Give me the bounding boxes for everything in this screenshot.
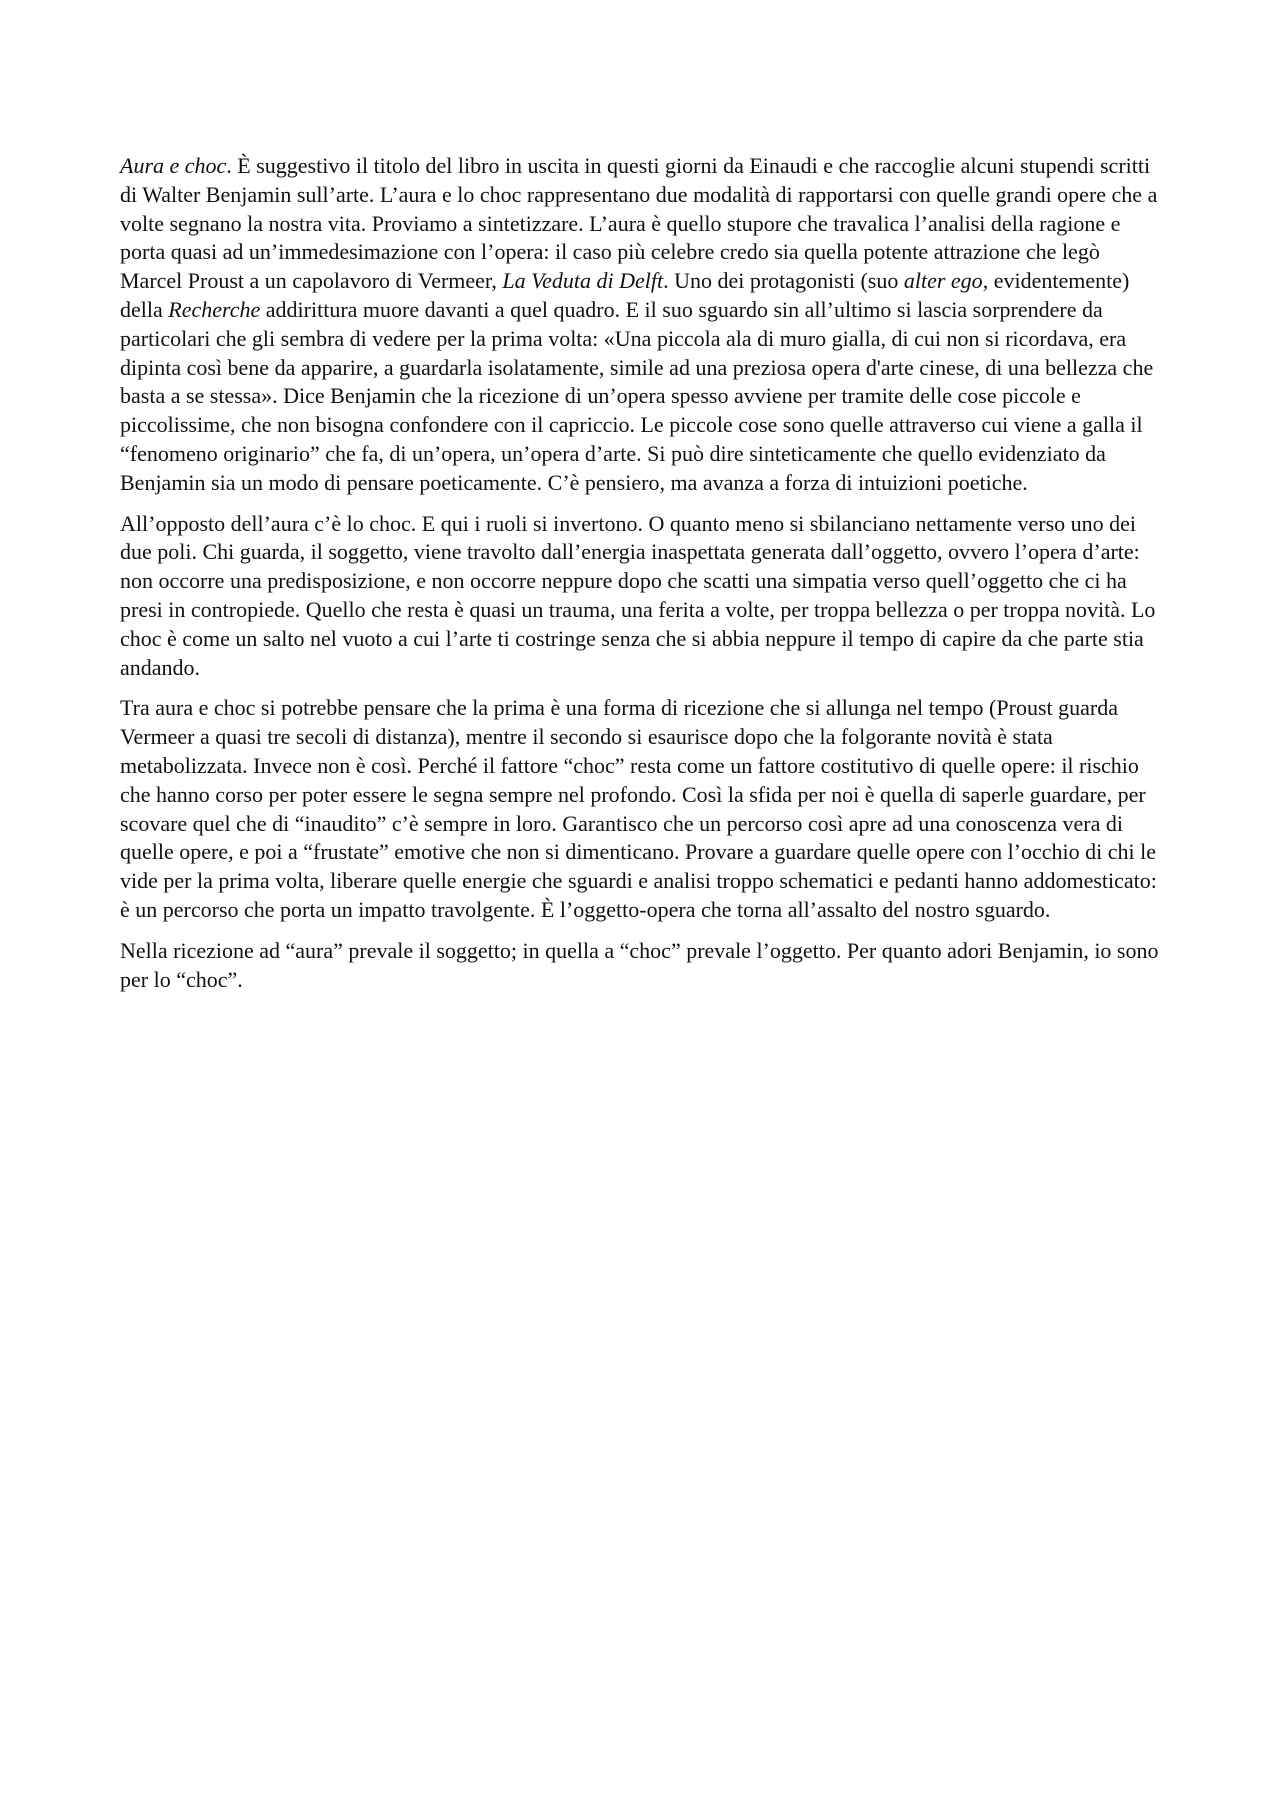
book-title-text: Aura e choc bbox=[120, 153, 227, 178]
paragraph-4 bbox=[120, 937, 1165, 995]
alter-ego-text: alter ego bbox=[903, 268, 983, 294]
body-text: , evidentemente) della bbox=[120, 268, 1130, 322]
body-text: . È suggestivo il titolo del libro in uscita in questi giorni da Einaudi e che raccoglie alcuni stupendi scritti di Walter Benjamin sull’arte. L’aura e lo choc rappresentano due modalità di rapportarsi con quelle grandi opere che a volte segnano la nostra vita. Proviamo a sintetizzare. L’aura è quello stupore che travalica l’analisi della ragione e porta quasi ad un’immedesimazione con l’opera: il caso più celebre credo sia quella potente attrazione che legò Marcel Proust a un capolavoro di Vermeer, bbox=[120, 153, 1158, 294]
body-text: addirittura muore davanti a quel quadro. E il suo sguardo sin all’ultimo si lascia sorprendere da particolari che gli sembra di vedere per la prima volta: «Una piccola ala di muro gialla, di cui non si ricordava, era dipinta così bene da apparire, a guardarla isolatamente, simile ad una preziosa opera d'arte cinese, di una bellezza che basta a se stessa». Dice Benjamin che la ricezione di un’opera spesso avviene per tramite delle cose piccole e piccolissime, che non bisogna confondere con il capriccio. Le piccole cose sono quelle attraverso cui viene a galla il “fenomeno originario” che fa, di un’opera, un’opera d’arte. Si può dire sinteticamente che quello evidenziato da Benjamin sia un modo di pensare poeticamente. C’è pensiero, ma avanza a forza di intuizioni poetiche. bbox=[120, 296, 1154, 495]
paragraph-1 bbox=[120, 152, 1165, 498]
paragraph-3 bbox=[120, 694, 1165, 924]
painting-title-text: La Veduta di Delft bbox=[502, 268, 664, 294]
body-text: . Uno dei protagonisti (suo bbox=[663, 268, 904, 294]
paragraph-2 bbox=[120, 510, 1165, 683]
document-page bbox=[120, 152, 1165, 1006]
body-text: All’opposto dell’aura c’è lo choc. E qui i ruoli si invertono. O quanto meno si sbilanciano nettamente verso uno dei due poli. Chi guarda, il soggetto, viene travolto dall’energia inaspettata generata dall’oggetto, ovvero l’opera d’arte: non occorre una predisposizione, e non occorre neppure dopo che scatti una simpatia verso quell’oggetto che ci ha presi in contropiede. Quello che resta è quasi un trauma, una ferita a volte, per troppa bellezza o per troppa novità. Lo choc è come un salto nel vuoto a cui l’arte ti costringe senza che si abbia neppure il tempo di capire da che parte stia andando. bbox=[120, 510, 1156, 680]
body-text: Nella ricezione ad “aura” prevale il soggetto; in quella a “choc” prevale l’oggetto. Per quanto adori Benjamin, io sono per lo “choc”. bbox=[120, 937, 1159, 992]
body-text: Tra aura e choc si potrebbe pensare che la prima è una forma di ricezione che si allunga nel tempo (Proust guarda Vermeer a quasi tre secoli di distanza), mentre il secondo si esaurisce dopo che la folgorante novità è stata metabolizzata. Invece non è così. Perché il fattore “choc” resta come un fattore costitutivo di quelle opere: il rischio che hanno corso per poter essere le segna sempre nel profondo. Così la sfida per noi è quella di saperle guardare, per scovare quel che di “inaudito” c’è sempre in loro. Garantisco che un percorso così apre ad una conoscenza vera di quelle opere, e poi a “frustate” emotive che non si dimenticano. Provare a guardare quelle opere con l’occhio di chi le vide per la prima volta, liberare quelle energie che sguardi e analisi troppo schematici e pedanti hanno addomesticato: è un percorso che porta un impatto travolgente. È l’oggetto-opera che torna all’assalto del nostro sguardo. bbox=[120, 695, 1157, 922]
recherche-title-text: Recherche bbox=[168, 296, 261, 322]
